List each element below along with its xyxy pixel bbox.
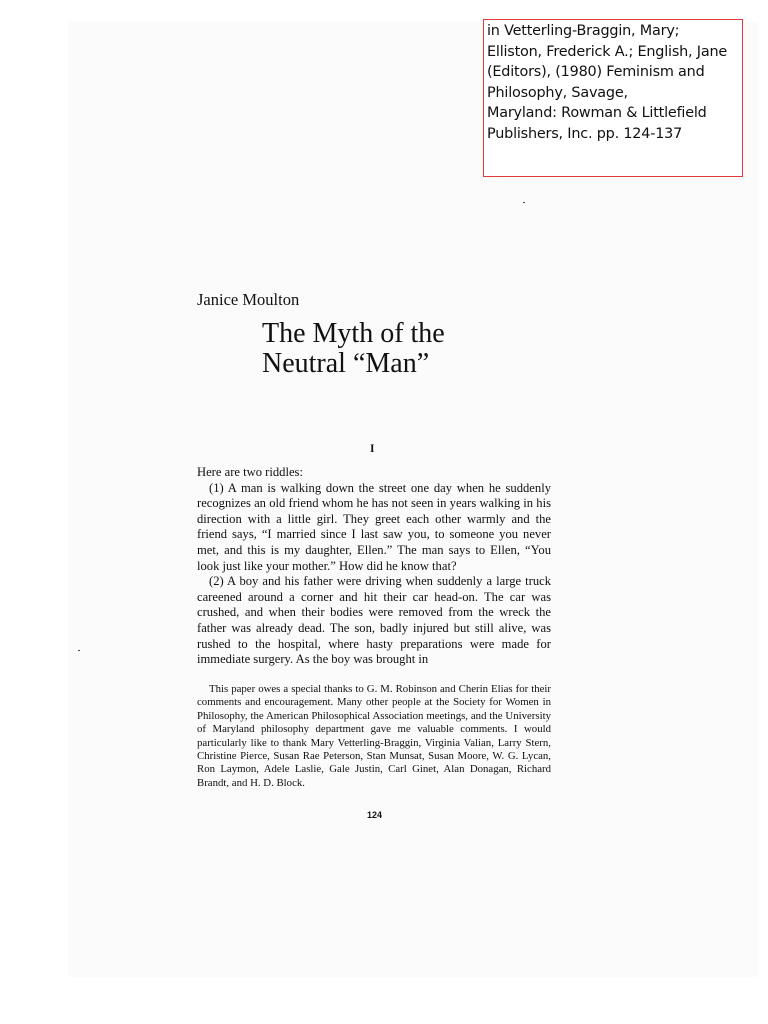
- body-text: [197, 465, 551, 668]
- author-name: Janice Moulton: [197, 290, 300, 309]
- section-number: I: [370, 443, 375, 455]
- scan-speck: [78, 650, 80, 651]
- page-number: 124: [367, 810, 383, 820]
- scan-speck: [523, 202, 525, 203]
- footnote: This paper owes a special thanks to G. M. Robinson and Cherin Elias for their comments and encouragement. Many other people at the Society for Women in Philosophy, the American Philosophical Association meetings, and the University of Maryland philosophy department gave me valuable comments. I would particularly like to thank Mary Vetterling-Braggin, Virginia Valian, Larry Stern, Christine Pierce, Susan Rae Peterson, Stan Munsat, Susan Moore, W. G. Lycan, Ron Laymon, Adele Laslie, Gale Justin, Carl Ginet, Alan Donagan, Richard Brandt, and H. D. Block.: [197, 683, 551, 789]
- paragraph-riddle-2: (2) A boy and his father were driving when suddenly a large truck careened around a corner and hit their car head-on. The car was crushed, and when their bodies were removed from the wreck the father was already dead. The son, badly injured but still alive, was rushed to the hospital, where hasty preparations were made for immediate surgery. As the boy was brought in: [197, 574, 551, 667]
- citation-box: in Vetterling-Braggin, Mary; Elliston, Frederick A.; English, Jane (Editors), (1980) Feminism and Philosophy, Savage, Maryland: Rowman & Littlefield Publishers, Inc. pp. 124-137: [483, 19, 743, 177]
- paragraph-riddle-1: (1) A man is walking down the street one day when he suddenly recognizes an old friend whom he has not seen in years walking in his direction with a little girl. They greet each other warmly and the friend says, “I married since I last saw you, to someone you never met, and this is my daughter, Ellen.” The man says to Ellen, “You look just like your mother.” How did he know that?: [197, 480, 551, 573]
- article-title: The Myth of the Neutral “Man”: [262, 318, 445, 379]
- paragraph-intro: Here are two riddles:: [197, 465, 303, 479]
